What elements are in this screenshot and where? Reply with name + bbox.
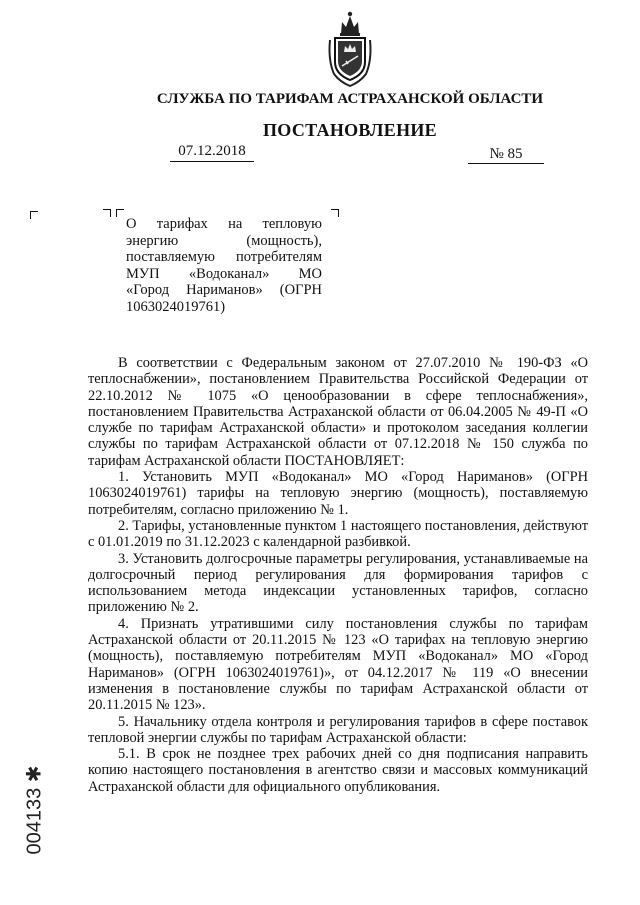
document-type-title: ПОСТАНОВЛЕНИЕ	[263, 120, 437, 140]
subject-line: «Город Нариманов» (ОГРН	[126, 282, 322, 299]
clause-4: 4. Признать утратившими силу постановления службы по тарифам Астраханской области от 20.11.2015 № 123 «О тарифах на тепловую энергию (мощность), поставляемую потребителям МУП «Водоканал» МО «Город Нариманов» (ОГРН 1063024019761)», от 04.12.2017 № 119 «О внесении изменения в постановление службы по тарифам Астраханской области от 20.11.2015 № 123».	[88, 615, 588, 714]
document-subject	[126, 216, 322, 316]
subject-left-corner-mark-inner	[116, 209, 124, 217]
document-number: № 85	[468, 146, 544, 164]
organization-name: СЛУЖБА ПО ТАРИФАМ АСТРАХАНСКОЙ ОБЛАСТИ	[156, 91, 544, 107]
coat-of-arms-icon	[324, 10, 376, 88]
preamble-paragraph: В соответствии с Федеральным законом от 27.07.2010 № 190-ФЗ «О теплоснабжении», постановлением Правительства Российской Федерации от 22.10.2012 № 1075 «О ценообразовании в сфере теплоснабжения», постановлением Правительства Астраханской области от 06.04.2005 № 49-П «О службе по тарифам Астраханской области» и протоколом заседания коллегии службы по тарифам Астраханской области от 07.12.2018 № 150 служба по тарифам Астраханской области ПОСТАНОВЛЯЕТ:	[88, 355, 588, 469]
clause-5-1: 5.1. В срок не позднее трех рабочих дней со дня подписания направить копию настоящего постановления в агентство связи и массовых коммуникаций Астраханской области для официального опубликования.	[88, 746, 588, 795]
registration-stamp	[22, 755, 46, 865]
subject-left-corner-mark	[103, 209, 111, 217]
subject-line: энергию (мощность),	[126, 232, 322, 249]
subject-line: МУП «Водоканал» МО	[126, 265, 322, 282]
document-body	[88, 355, 588, 795]
document-date: 07.12.2018	[170, 143, 254, 162]
subject-line: поставляемую потребителям	[126, 249, 322, 266]
subject-line: О тарифах на тепловую	[126, 216, 322, 232]
clause-5: 5. Начальнику отдела контроля и регулирования тарифов в сфере поставок тепловой энергии службы по тарифам Астраханской области:	[88, 713, 588, 746]
registration-stamp-text: 004133 ✱	[23, 765, 46, 855]
clause-1: 1. Установить МУП «Водоканал» МО «Город Нариманов» (ОГРН 1063024019761) тарифы на тепловую энергию (мощность), поставляемую потребителям, согласно приложению № 1.	[88, 469, 588, 518]
clause-2: 2. Тарифы, установленные пунктом 1 настоящего постановления, действуют с 01.01.2019 по 31.12.2023 с календарной разбивкой.	[88, 517, 588, 551]
clause-3: 3. Установить долгосрочные параметры регулирования, устанавливаемые на долгосрочный период регулирования для формирования тарифов с использованием метода индексации установленных тарифов, согласно приложению № 2.	[88, 550, 588, 616]
subject-right-corner-mark	[331, 209, 339, 217]
subject-line: 1063024019761)	[126, 298, 226, 315]
left-margin-corner-mark	[30, 211, 38, 219]
